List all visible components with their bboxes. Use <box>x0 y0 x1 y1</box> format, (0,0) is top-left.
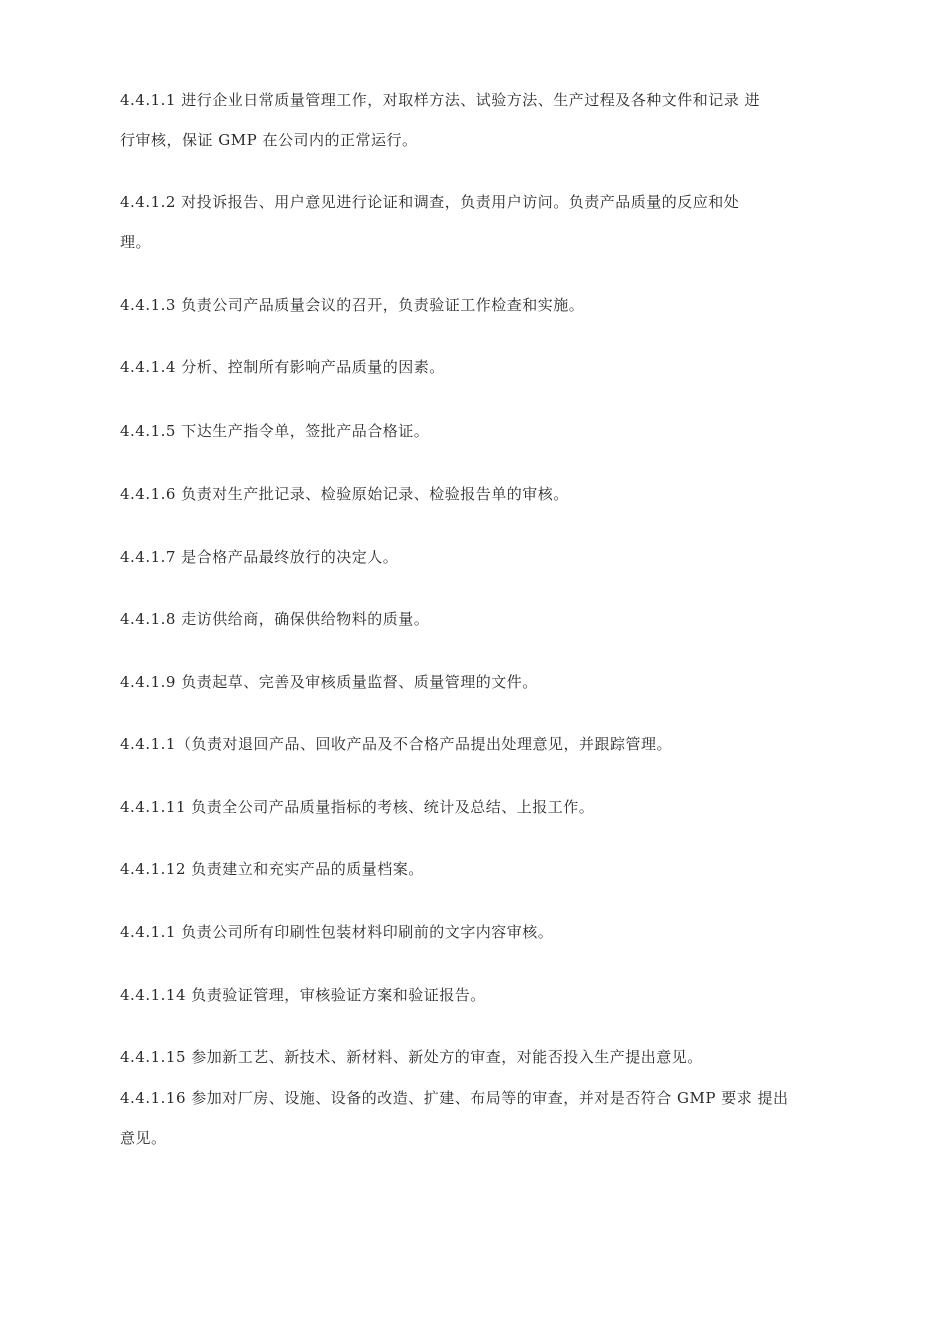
item-4-4-1-13: 4.4.1.1 负责公司所有印刷性包装材料印刷前的文字内容审核。 <box>120 923 554 941</box>
item-4-4-1-16-line-2: 意见。 <box>120 1129 167 1147</box>
item-4-4-1-2-line-1: 4.4.1.2 对投诉报告、用户意见进行论证和调查，负责用户访问。负责产品质量的反应和处 <box>120 193 740 211</box>
item-4-4-1-16-line-1: 4.4.1.16 参加对厂房、设施、设备的改造、扩建、布局等的审查，并对是否符合 GMP 要求 提出 <box>120 1089 789 1107</box>
item-4-4-1-9: 4.4.1.9 负责起草、完善及审核质量监督、质量管理的文件。 <box>120 673 538 691</box>
item-4-4-1-11: 4.4.1.11 负责全公司产品质量指标的考核、统计及总结、上报工作。 <box>120 798 595 816</box>
item-4-4-1-4: 4.4.1.4 分析、控制所有影响产品质量的因素。 <box>120 358 445 376</box>
item-4-4-1-1-line-1: 4.4.1.1 进行企业日常质量管理工作，对取样方法、试验方法、生产过程及各种文件和记录 进 <box>120 91 761 109</box>
item-4-4-1-3: 4.4.1.3 负责公司产品质量会议的召开，负责验证工作检查和实施。 <box>120 296 585 314</box>
item-4-4-1-10: 4.4.1.1（负责对退回产品、回收产品及不合格产品提出处理意见，并跟踪管理。 <box>120 735 672 753</box>
item-4-4-1-6: 4.4.1.6 负责对生产批记录、检验原始记录、检验报告单的审核。 <box>120 485 569 503</box>
item-4-4-1-5: 4.4.1.5 下达生产指令单，签批产品合格证。 <box>120 422 430 440</box>
item-4-4-1-1-line-2: 行审核，保证 GMP 在公司内的正常运行。 <box>120 131 418 149</box>
item-4-4-1-7: 4.4.1.7 是合格产品最终放行的决定人。 <box>120 548 399 566</box>
item-4-4-1-14: 4.4.1.14 负责验证管理，审核验证方案和验证报告。 <box>120 986 486 1004</box>
item-4-4-1-2-line-2: 理。 <box>120 233 152 251</box>
item-4-4-1-8: 4.4.1.8 走访供给商，确保供给物料的质量。 <box>120 610 430 628</box>
item-4-4-1-12: 4.4.1.12 负责建立和充实产品的质量档案。 <box>120 860 424 878</box>
item-4-4-1-15: 4.4.1.15 参加新工艺、新技术、新材料、新处方的审查，对能否投入生产提出意见。 <box>120 1048 703 1066</box>
